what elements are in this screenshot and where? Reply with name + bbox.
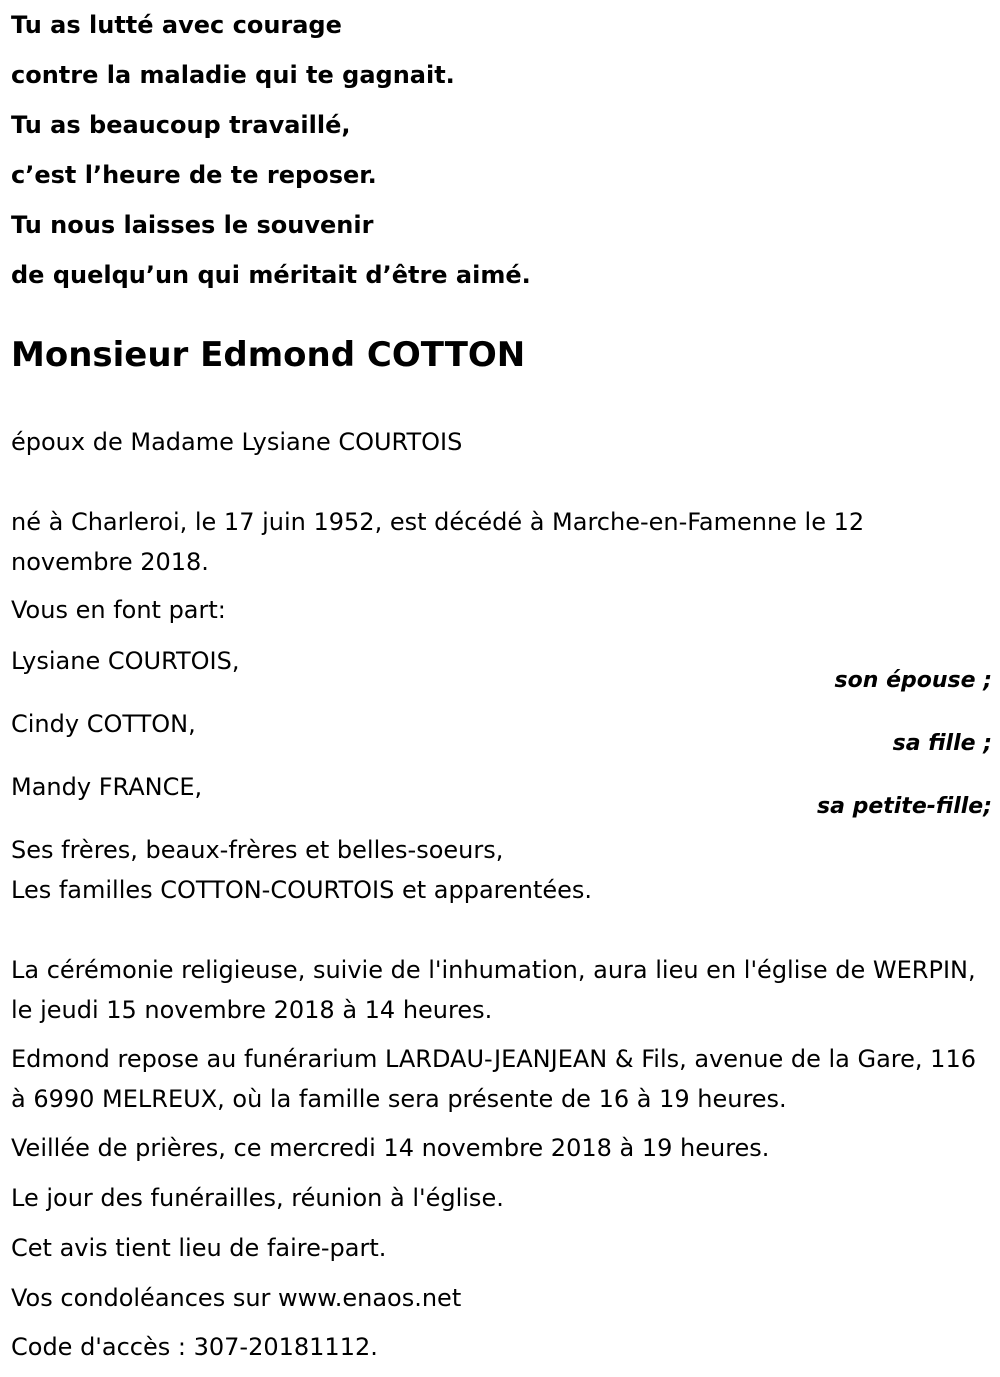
poem-line: contre la maladie qui te gagnait. [11,61,455,89]
family-member-role: sa fille ; [892,731,992,756]
notice-text: Cet avis tient lieu de faire-part. [11,1234,387,1262]
family-member-role: sa petite-fille; [816,794,992,819]
relatives-line: Les familles COTTON-COURTOIS et apparentées. [11,876,593,904]
access-code-text: Code d'accès : 307-20181112. [11,1333,378,1361]
poem [11,6,991,306]
family-member-name: Lysiane COURTOIS, [11,647,240,675]
condolences-text: Vos condoléances sur www.enaos.net [11,1284,462,1312]
meeting-text: Le jour des funérailles, réunion à l'église. [11,1184,504,1212]
funerarium-text: Edmond repose au funérarium LARDAU-JEANJEAN & Fils, avenue de la Gare, 116 à 6990 MELREUX, où la famille sera présente de 16 à 19 heures. [11,1045,976,1113]
family-member-name: Cindy COTTON, [11,710,196,738]
poem-line: Tu nous laisses le souvenir [11,211,374,239]
poem-line: Tu as lutté avec courage [11,11,342,39]
family-member-role: son épouse ; [834,668,992,693]
family-member [11,704,992,766]
family-member [11,641,992,703]
ceremony-text: La cérémonie religieuse, suivie de l'inhumation, aura lieu en l'église de WERPIN, le jeudi 15 novembre 2018 à 14 heures. [11,956,976,1024]
birth-death-text: né à Charleroi, le 17 juin 1952, est décédé à Marche-en-Famenne le 12 novembre 2018. [11,508,865,576]
poem-line: Tu as beaucoup travaillé, [11,111,351,139]
poem-line: c’est l’heure de te reposer. [11,161,377,189]
deceased-name: Monsieur Edmond COTTON [11,335,526,375]
poem-line: de quelqu’un qui méritait d’être aimé. [11,261,531,289]
relatives-line: Ses frères, beaux-frères et belles-soeurs, [11,836,504,864]
vigil-text: Veillée de prières, ce mercredi 14 novembre 2018 à 19 heures. [11,1134,770,1162]
family-member [11,767,992,829]
spouse-line: époux de Madame Lysiane COURTOIS [11,428,463,456]
announce-intro: Vous en font part: [11,596,226,624]
family-member-name: Mandy FRANCE, [11,773,203,801]
